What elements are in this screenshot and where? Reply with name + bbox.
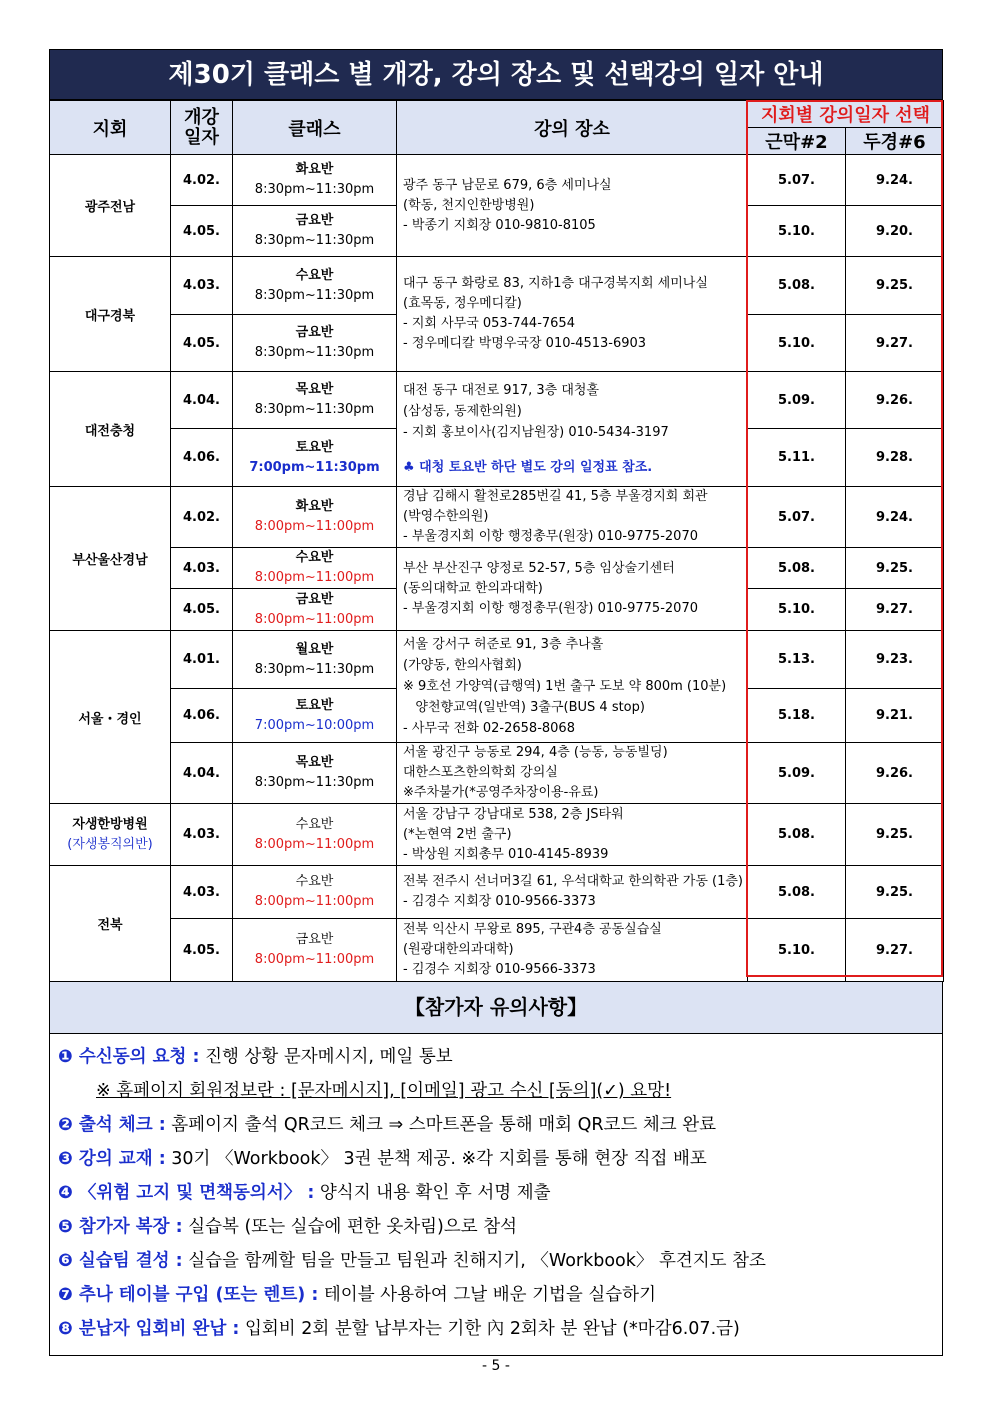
- date-cell: 4.05.: [171, 919, 233, 982]
- note-subitem: [58, 1074, 942, 1108]
- class-day: 금요반: [295, 932, 334, 947]
- note-label: ❹ 〈위험 고지 및 면책동의서〉 :: [58, 1183, 315, 1203]
- note-sub-text: ※ 홈페이지 회원정보란 : [문자메시지], [이메일] 광고 수신 [동의](✓) 요망!: [96, 1081, 672, 1101]
- date-cell: 4.06.: [171, 689, 233, 743]
- sel2-cell: 9.23.: [846, 631, 944, 689]
- table-row: [50, 487, 944, 548]
- sel2-cell: 9.25.: [846, 548, 944, 589]
- sel1-cell: 5.09.: [748, 372, 846, 429]
- table-row: [50, 548, 944, 589]
- class-time: 8:30pm~11:30pm: [254, 402, 375, 417]
- location-line: 양천향교역(일반역) 3출구(BUS 4 stop): [403, 700, 645, 715]
- class-cell: [233, 206, 397, 257]
- location-line: 서울 강서구 허준로 91, 3층 추나홀: [403, 637, 604, 652]
- note-label: ❽ 분납자 입회비 완납 :: [58, 1319, 240, 1339]
- location-line: (학동, 천지인한방병원): [403, 197, 535, 213]
- note-text: 홈페이지 출석 QR코드 체크 ⇒ 스마트폰을 통해 매회 QR코드 체크 완료: [165, 1115, 717, 1135]
- location-line: 광주 동구 남문로 679, 6층 세미나실: [403, 177, 612, 193]
- class-cell: [233, 743, 397, 804]
- class-time: 7:00pm~11:30pm: [249, 459, 380, 475]
- note-label: ❺ 참가자 복장 :: [58, 1217, 183, 1237]
- note-text: 양식지 내용 확인 후 서명 제출: [314, 1183, 551, 1203]
- class-cell: [233, 487, 397, 548]
- class-cell: [233, 631, 397, 689]
- class-day: 목요반: [295, 755, 334, 770]
- date-cell: 4.03.: [171, 548, 233, 589]
- sel2-cell: 9.25.: [846, 866, 944, 919]
- date-cell: 4.03.: [171, 257, 233, 315]
- location-cell: [397, 866, 748, 919]
- location-cell: [397, 631, 748, 743]
- location-line: (박영수한의원): [403, 509, 489, 524]
- class-day: 금요반: [295, 325, 334, 340]
- class-time: 8:00pm~11:00pm: [254, 611, 375, 627]
- sel2-cell: 9.25.: [846, 804, 944, 866]
- date-cell: 4.06.: [171, 429, 233, 487]
- note-text: 30기 〈Workbook〉 3권 분책 제공. ※각 지회를 통해 현장 직접 배포: [165, 1149, 707, 1169]
- date-cell: 4.04.: [171, 372, 233, 429]
- class-cell: [233, 919, 397, 982]
- header-location: 강의 장소: [397, 101, 748, 155]
- class-time: 7:00pm~10:00pm: [254, 717, 375, 733]
- class-day: 수요반: [295, 267, 334, 283]
- location-line: (효목동, 정우메디칼): [403, 296, 522, 311]
- class-time: 8:30pm~11:30pm: [254, 182, 375, 197]
- location-line: 부산 부산진구 양정로 52-57, 5층 임상술기센터: [403, 561, 675, 576]
- location-note: ♣ 대청 토요반 하단 별도 강의 일정표 참조.: [403, 460, 653, 475]
- class-time: 8:30pm~11:30pm: [254, 233, 375, 248]
- page-number: - 5 -: [482, 1358, 510, 1374]
- sel2-cell: 9.27.: [846, 315, 944, 372]
- class-time: 8:00pm~11:00pm: [254, 894, 375, 909]
- location-line: - 김경수 지회장 010-9566-3373: [403, 962, 596, 977]
- class-cell: [233, 257, 397, 315]
- table-row: [50, 866, 944, 919]
- spacer: [403, 443, 747, 457]
- table-row: [50, 372, 944, 429]
- location-cell: [397, 372, 748, 487]
- class-day: 수요반: [295, 874, 334, 889]
- note-item: [58, 1176, 942, 1210]
- header-open-date-text: 개강 일자: [184, 106, 219, 148]
- region-name: 자생한방병원: [72, 816, 148, 832]
- sel1-cell: 5.07.: [748, 155, 846, 206]
- location-line: (동의대학교 한의과대학): [403, 581, 543, 596]
- sel1-cell: 5.10.: [748, 589, 846, 631]
- sel1-cell: 5.08.: [748, 548, 846, 589]
- sel2-cell: 9.28.: [846, 429, 944, 487]
- class-day: 토요반: [295, 697, 334, 713]
- header-branch: 지회: [50, 101, 171, 155]
- location-line: - 부울경지회 이항 행정총무(원장) 010-9775-2070: [403, 529, 698, 544]
- location-cell: [397, 548, 748, 631]
- class-cell: [233, 804, 397, 866]
- date-cell: 4.05.: [171, 589, 233, 631]
- class-time: 8:30pm~11:30pm: [254, 287, 375, 303]
- sel2-cell: 9.27.: [846, 589, 944, 631]
- class-time: 8:30pm~11:30pm: [254, 661, 375, 677]
- class-day: 화요반: [295, 499, 334, 514]
- location-line: - 박상원 지회총무 010-4145-8939: [403, 846, 609, 862]
- page-title: 제30기 클래스 별 개강, 강의 장소 및 선택강의 일자 안내: [49, 49, 943, 100]
- class-day: 목요반: [295, 382, 334, 397]
- location-line: 경남 김해시 활천로285번길 41, 5층 부울경지회 회관: [403, 489, 708, 504]
- location-cell: [397, 743, 748, 804]
- class-cell: [233, 315, 397, 372]
- class-time: 8:00pm~11:00pm: [254, 836, 375, 852]
- header-class: 클래스: [233, 101, 397, 155]
- note-item: [58, 1108, 942, 1142]
- region-cell: 대구경북: [50, 257, 171, 372]
- class-cell: [233, 589, 397, 631]
- location-line: (삼성동, 동제한의원): [403, 404, 522, 419]
- sel1-cell: 5.10.: [748, 206, 846, 257]
- sel2-cell: 9.20.: [846, 206, 944, 257]
- sel2-cell: 9.27.: [846, 919, 944, 982]
- class-cell: [233, 429, 397, 487]
- note-text: 진행 상황 문자메시지, 메일 통보: [199, 1047, 453, 1067]
- table-row: [50, 804, 944, 866]
- date-cell: 4.01.: [171, 631, 233, 689]
- note-text: 실습복 (또는 실습에 편한 옷차림)으로 참석: [182, 1217, 518, 1237]
- location-line: (원광대한의과대학): [403, 942, 514, 957]
- class-cell: [233, 372, 397, 429]
- location-line: - 김경수 지회장 010-9566-3373: [403, 894, 596, 909]
- header-sel2: 두경#6: [846, 128, 944, 155]
- date-cell: 4.05.: [171, 206, 233, 257]
- class-day: 금요반: [295, 213, 334, 228]
- note-label: ❶ 수신동의 요청 :: [58, 1047, 200, 1067]
- location-line: 대전 동구 대전로 917, 3층 대청홀: [403, 383, 600, 398]
- table-row: [50, 257, 944, 315]
- class-time: 8:00pm~11:00pm: [254, 570, 375, 585]
- class-day: 월요반: [295, 641, 334, 657]
- location-line: 대구 동구 화랑로 83, 지하1층 대구경북지회 세미나실: [403, 276, 708, 291]
- class-day: 토요반: [295, 439, 334, 455]
- class-day: 수요반: [295, 816, 334, 832]
- date-cell: 4.02.: [171, 487, 233, 548]
- notice-list: [49, 1034, 943, 1356]
- sel1-cell: 5.08.: [748, 257, 846, 315]
- note-label: ❼ 추나 테이블 구입 (또는 렌트) :: [58, 1285, 319, 1305]
- location-line: 전북 전주시 선너머3길 61, 우석대학교 한의학관 가동 (1층): [403, 874, 744, 889]
- date-cell: 4.03.: [171, 866, 233, 919]
- sel2-cell: 9.25.: [846, 257, 944, 315]
- location-line: - 지회 사무국 053-744-7654: [403, 316, 575, 331]
- location-cell: [397, 155, 748, 257]
- location-line: - 부울경지회 이항 행정총무(원장) 010-9775-2070: [403, 601, 698, 616]
- class-cell: [233, 689, 397, 743]
- region-cell: [50, 804, 171, 866]
- location-line: (가양동, 한의사협회): [403, 658, 522, 673]
- location-line: - 지회 홍보이사(김지남원장) 010-5434-3197: [403, 425, 669, 440]
- class-day: 화요반: [295, 162, 334, 177]
- note-item: [58, 1312, 942, 1346]
- note-item: [58, 1142, 942, 1176]
- notice-title: 【참가자 유의사항】: [49, 982, 943, 1034]
- schedule-table: [49, 100, 944, 982]
- location-line: 서울 강남구 강남대로 538, 2층 JS타워: [403, 806, 624, 822]
- location-cell: [397, 804, 748, 866]
- sel1-cell: 5.07.: [748, 487, 846, 548]
- location-line: 대한스포츠한의학회 강의실: [403, 765, 558, 780]
- region-sub: (자생봉직의반): [67, 836, 153, 852]
- class-time: 8:30pm~11:30pm: [254, 775, 375, 790]
- region-cell: 전북: [50, 866, 171, 982]
- note-label: ❸ 강의 교재 :: [58, 1149, 166, 1169]
- note-label: ❷ 출석 체크 :: [58, 1115, 166, 1135]
- table-row: [50, 919, 944, 982]
- table-row: [50, 631, 944, 689]
- note-item: [58, 1040, 942, 1074]
- class-cell: [233, 866, 397, 919]
- table-row: [50, 743, 944, 804]
- location-cell: [397, 257, 748, 372]
- region-cell: 대전충청: [50, 372, 171, 487]
- class-time: 8:00pm~11:00pm: [254, 519, 375, 534]
- location-line: - 정우메디칼 박명우국장 010-4513-6903: [403, 336, 647, 351]
- date-cell: 4.04.: [171, 743, 233, 804]
- sel1-cell: 5.11.: [748, 429, 846, 487]
- class-time: 8:00pm~11:00pm: [254, 952, 375, 967]
- header-open-date: [171, 101, 233, 155]
- class-day: 금요반: [295, 591, 334, 607]
- sel1-cell: 5.08.: [748, 804, 846, 866]
- note-item: [58, 1278, 942, 1312]
- note-label: ❻ 실습팀 결성 :: [58, 1251, 183, 1271]
- note-text: 테이블 사용하여 그날 배운 기법을 실습하기: [318, 1285, 656, 1305]
- location-line: 전북 익산시 무왕로 895, 구관4층 공동실습실: [403, 922, 662, 937]
- sel1-cell: 5.10.: [748, 315, 846, 372]
- class-cell: [233, 548, 397, 589]
- sel2-cell: 9.26.: [846, 372, 944, 429]
- note-text: 입회비 2회 분할 납부자는 기한 內 2회차 분 완납 (*마감6.07.금): [239, 1319, 740, 1339]
- header-selection: 지회별 강의일자 선택: [748, 101, 944, 128]
- header-sel1: 근막#2: [748, 128, 846, 155]
- region-cell: 광주전남: [50, 155, 171, 257]
- note-item: [58, 1244, 942, 1278]
- location-line: - 박종기 지회장 010-9810-8105: [403, 217, 596, 233]
- date-cell: 4.03.: [171, 804, 233, 866]
- class-day: 수요반: [295, 550, 334, 565]
- sel2-cell: 9.24.: [846, 155, 944, 206]
- region-cell: 서울・경인: [50, 631, 171, 804]
- sel2-cell: 9.26.: [846, 743, 944, 804]
- date-cell: 4.05.: [171, 315, 233, 372]
- document-page: [49, 49, 943, 1356]
- location-line: 서울 광진구 능동로 294, 4층 (능동, 능동빌딩): [403, 745, 668, 760]
- location-line: - 사무국 전화 02-2658-8068: [403, 721, 575, 736]
- region-cell: 부산울산경남: [50, 487, 171, 631]
- sel1-cell: 5.08.: [748, 866, 846, 919]
- sel1-cell: 5.09.: [748, 743, 846, 804]
- sel1-cell: 5.13.: [748, 631, 846, 689]
- class-cell: [233, 155, 397, 206]
- date-cell: 4.02.: [171, 155, 233, 206]
- note-text: 실습을 함께할 팀을 만들고 팀원과 친해지기, 〈Workbook〉 후견지도 참조: [182, 1251, 766, 1271]
- location-line: ※ 9호선 가양역(급행역) 1번 출구 도보 약 800m (10분): [403, 679, 727, 694]
- class-time: 8:30pm~11:30pm: [254, 345, 375, 360]
- location-line: ※주차불가(*공영주차장이용-유료): [403, 785, 599, 800]
- location-line: (*논현역 2번 출구): [403, 826, 512, 842]
- location-cell: [397, 919, 748, 982]
- sel2-cell: 9.24.: [846, 487, 944, 548]
- sel2-cell: 9.21.: [846, 689, 944, 743]
- sel1-cell: 5.18.: [748, 689, 846, 743]
- location-cell: [397, 487, 748, 548]
- table-row: [50, 155, 944, 206]
- note-item: [58, 1210, 942, 1244]
- sel1-cell: 5.10.: [748, 919, 846, 982]
